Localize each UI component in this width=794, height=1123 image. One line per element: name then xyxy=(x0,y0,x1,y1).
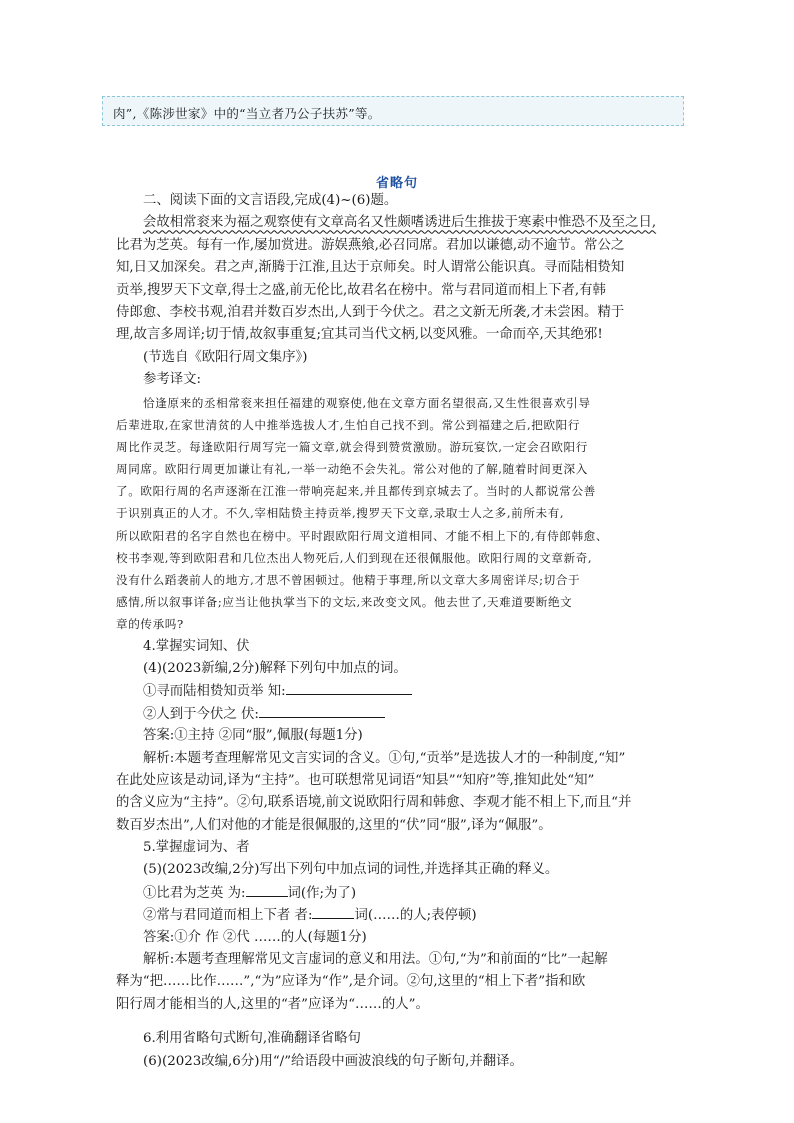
translation-line: 于识别真正的人才。不久,宰相陆贽主持贡举,搜罗天下文章,录取士人之多,前所未有, xyxy=(116,506,565,521)
translation-line: 校书李观,等到欧阳君和几位杰出人物死后,人们到现在还很佩服他。欧阳行周的文章新奇, xyxy=(116,550,593,565)
translation-line: 后辈进取,在家世清贫的人中推举选拔人才,生怕自己找不到。常公到福建之后,把欧阳行 xyxy=(116,417,581,432)
translation-line: 感情,所以叙事详备;应当让他执掌当下的文坛,来改变文风。他去世了,天难道要断绝文 xyxy=(116,595,573,610)
q5-analysis: 解析:本题考查理解常见文言虚词的意义和用法。①句,“为”和前面的“比”一起解 xyxy=(143,952,608,968)
q4-item-1-text: ①寻而陆相贽知贡举 知: xyxy=(143,684,286,700)
translation xyxy=(116,369,682,635)
question-intro: 二、阅读下面的文言语段,完成(4)~(6)题。 xyxy=(143,193,398,208)
passage xyxy=(116,212,682,369)
passage-line: 理,故言多周详;切于情,故叙事重复;宜其司当代文柄,以变风雅。一命而卒,天其绝邪! xyxy=(116,327,603,343)
passage-line: 侍郎愈、李校书观,洎君并数百岁杰出,人到于今伏之。君之文新无所袭,才未尝困。精于 xyxy=(116,304,625,320)
q5-item-2-text: ②常与君同道而相上下者 者: xyxy=(143,908,313,924)
q5-item-1-options: 词(作;为了) xyxy=(287,885,357,901)
wavy-sentence: 会故相常衮来为福之观察使有文章高名又性颇嗜诱进后生推拔于寒素中惟恐不及至之日, xyxy=(143,215,657,231)
question-6 xyxy=(116,1028,682,1073)
q6-heading: 6.利用省略句式断句,准确翻译省略句 xyxy=(143,1031,361,1047)
spacer xyxy=(116,1016,682,1028)
q4-answer-blank-1[interactable] xyxy=(286,680,412,695)
q5-item-1 xyxy=(116,882,682,904)
translation-label: 参考译文: xyxy=(143,372,202,388)
passage-line: 贡举,搜罗天下文章,得士之盛,前无伦比,故君名在榜中。常与君同道而相上下者,有韩 xyxy=(116,282,606,298)
passage-source: (节选自《欧阳行周文集序》) xyxy=(143,349,308,365)
section-title: 省略句 xyxy=(375,176,418,191)
q4-item-2 xyxy=(116,703,682,725)
translation-line: 恰逢原来的丞相常衮来担任福建的观察使,他在文章方面名望很高,又生性很喜欢引导 xyxy=(143,395,591,410)
q4-answer-blank-2[interactable] xyxy=(259,703,385,718)
note-text: 肉”,《陈涉世家》中的“当立者乃公子扶苏”等。 xyxy=(113,106,381,121)
translation-line: 没有什么蹈袭前人的地方,才思不曾困顿过。他精于事理,所以文章大多周密详尽;切合于 xyxy=(116,573,581,588)
translation-line: 章的传承吗? xyxy=(116,617,184,632)
q5-answer: 答案:①介 作 ②代 ……的人(每题1分) xyxy=(143,929,367,945)
question-5 xyxy=(116,837,682,1016)
q4-analysis: 数百岁杰出”,人们对他的才能是很佩服的,这里的“伏”同“服”,译为“佩服”。 xyxy=(116,817,552,833)
main-content xyxy=(116,190,682,1073)
passage-line: 比君为芝英。每有一作,屡加赏进。游娱燕飨,必召同席。君加以谦德,动不逾节。常公之 xyxy=(116,237,625,253)
question-4 xyxy=(116,636,682,838)
q4-stem: (4)(2023新编,2分)解释下列句中加点的词。 xyxy=(143,660,407,676)
q5-item-1-text: ①比君为芝英 为: xyxy=(143,885,246,901)
translation-line: 所以欧阳君的名字自然也在榜中。平时跟欧阳行周文道相同、才能不相上下的,有侍郎韩愈、 xyxy=(116,528,609,543)
passage-line xyxy=(116,212,682,234)
q4-analysis: 的含义应为“主持”。②句,联系语境,前文说欧阳行周和韩愈、李观才能不相上下,而且“并 xyxy=(116,795,632,811)
q4-analysis: 解析:本题考查理解常见文言实词的含义。①句,“贡举”是选拔人才的一种制度,“知” xyxy=(143,750,626,766)
q5-item-2 xyxy=(116,904,682,926)
q4-heading: 4.掌握实词知、伏 xyxy=(143,638,250,654)
q6-stem: (6)(2023改编,6分)用“/”给语段中画波浪线的句子断句,并翻译。 xyxy=(143,1053,523,1069)
note-box xyxy=(102,96,684,126)
q5-item-2-options: 词(……的人;表停顿) xyxy=(354,908,477,924)
q4-item-2-text: ②人到于今伏之 伏: xyxy=(143,706,259,722)
q4-analysis: 在此处应该是动词,译为“主持”。也可联想常见词语“知县”“知府”等,推知此处“知” xyxy=(116,772,595,788)
translation-line: 周比作灵芝。每逢欧阳行周写完一篇文章,就会得到赞赏激励。游玩宴饮,一定会召欧阳行 xyxy=(116,439,588,454)
q5-analysis: 阳行周才能相当的人,这里的“者”应译为“……的人”。 xyxy=(116,996,429,1012)
q5-answer-blank-1[interactable] xyxy=(246,882,288,897)
q4-item-1 xyxy=(116,680,682,702)
q4-answer: 答案:①主持 ②同“服”,佩服(每题1分) xyxy=(143,728,363,744)
q5-analysis: 释为“把……比作……”,“为”应译为“作”,是介词。②句,这里的“相上下者”指和欧 xyxy=(116,974,586,990)
q5-heading: 5.掌握虚词为、者 xyxy=(143,840,250,856)
translation-line: 周同席。欧阳行周更加谦让有礼,一举一动绝不会失礼。常公对他的了解,随着时间更深入 xyxy=(116,462,588,477)
q5-answer-blank-2[interactable] xyxy=(312,904,354,919)
passage-line: 知,日又加深矣。君之声,渐腾于江淮,且达于京师矣。时人谓常公能识真。寻而陆相贽知 xyxy=(116,260,625,276)
q5-stem: (5)(2023改编,2分)写出下列句中加点词的词性,并选择其正确的释义。 xyxy=(143,862,559,878)
translation-line: 了。欧阳行周的名声逐渐在江淮一带响亮起来,并且都传到京城去了。当时的人都说常公善 xyxy=(116,484,596,499)
